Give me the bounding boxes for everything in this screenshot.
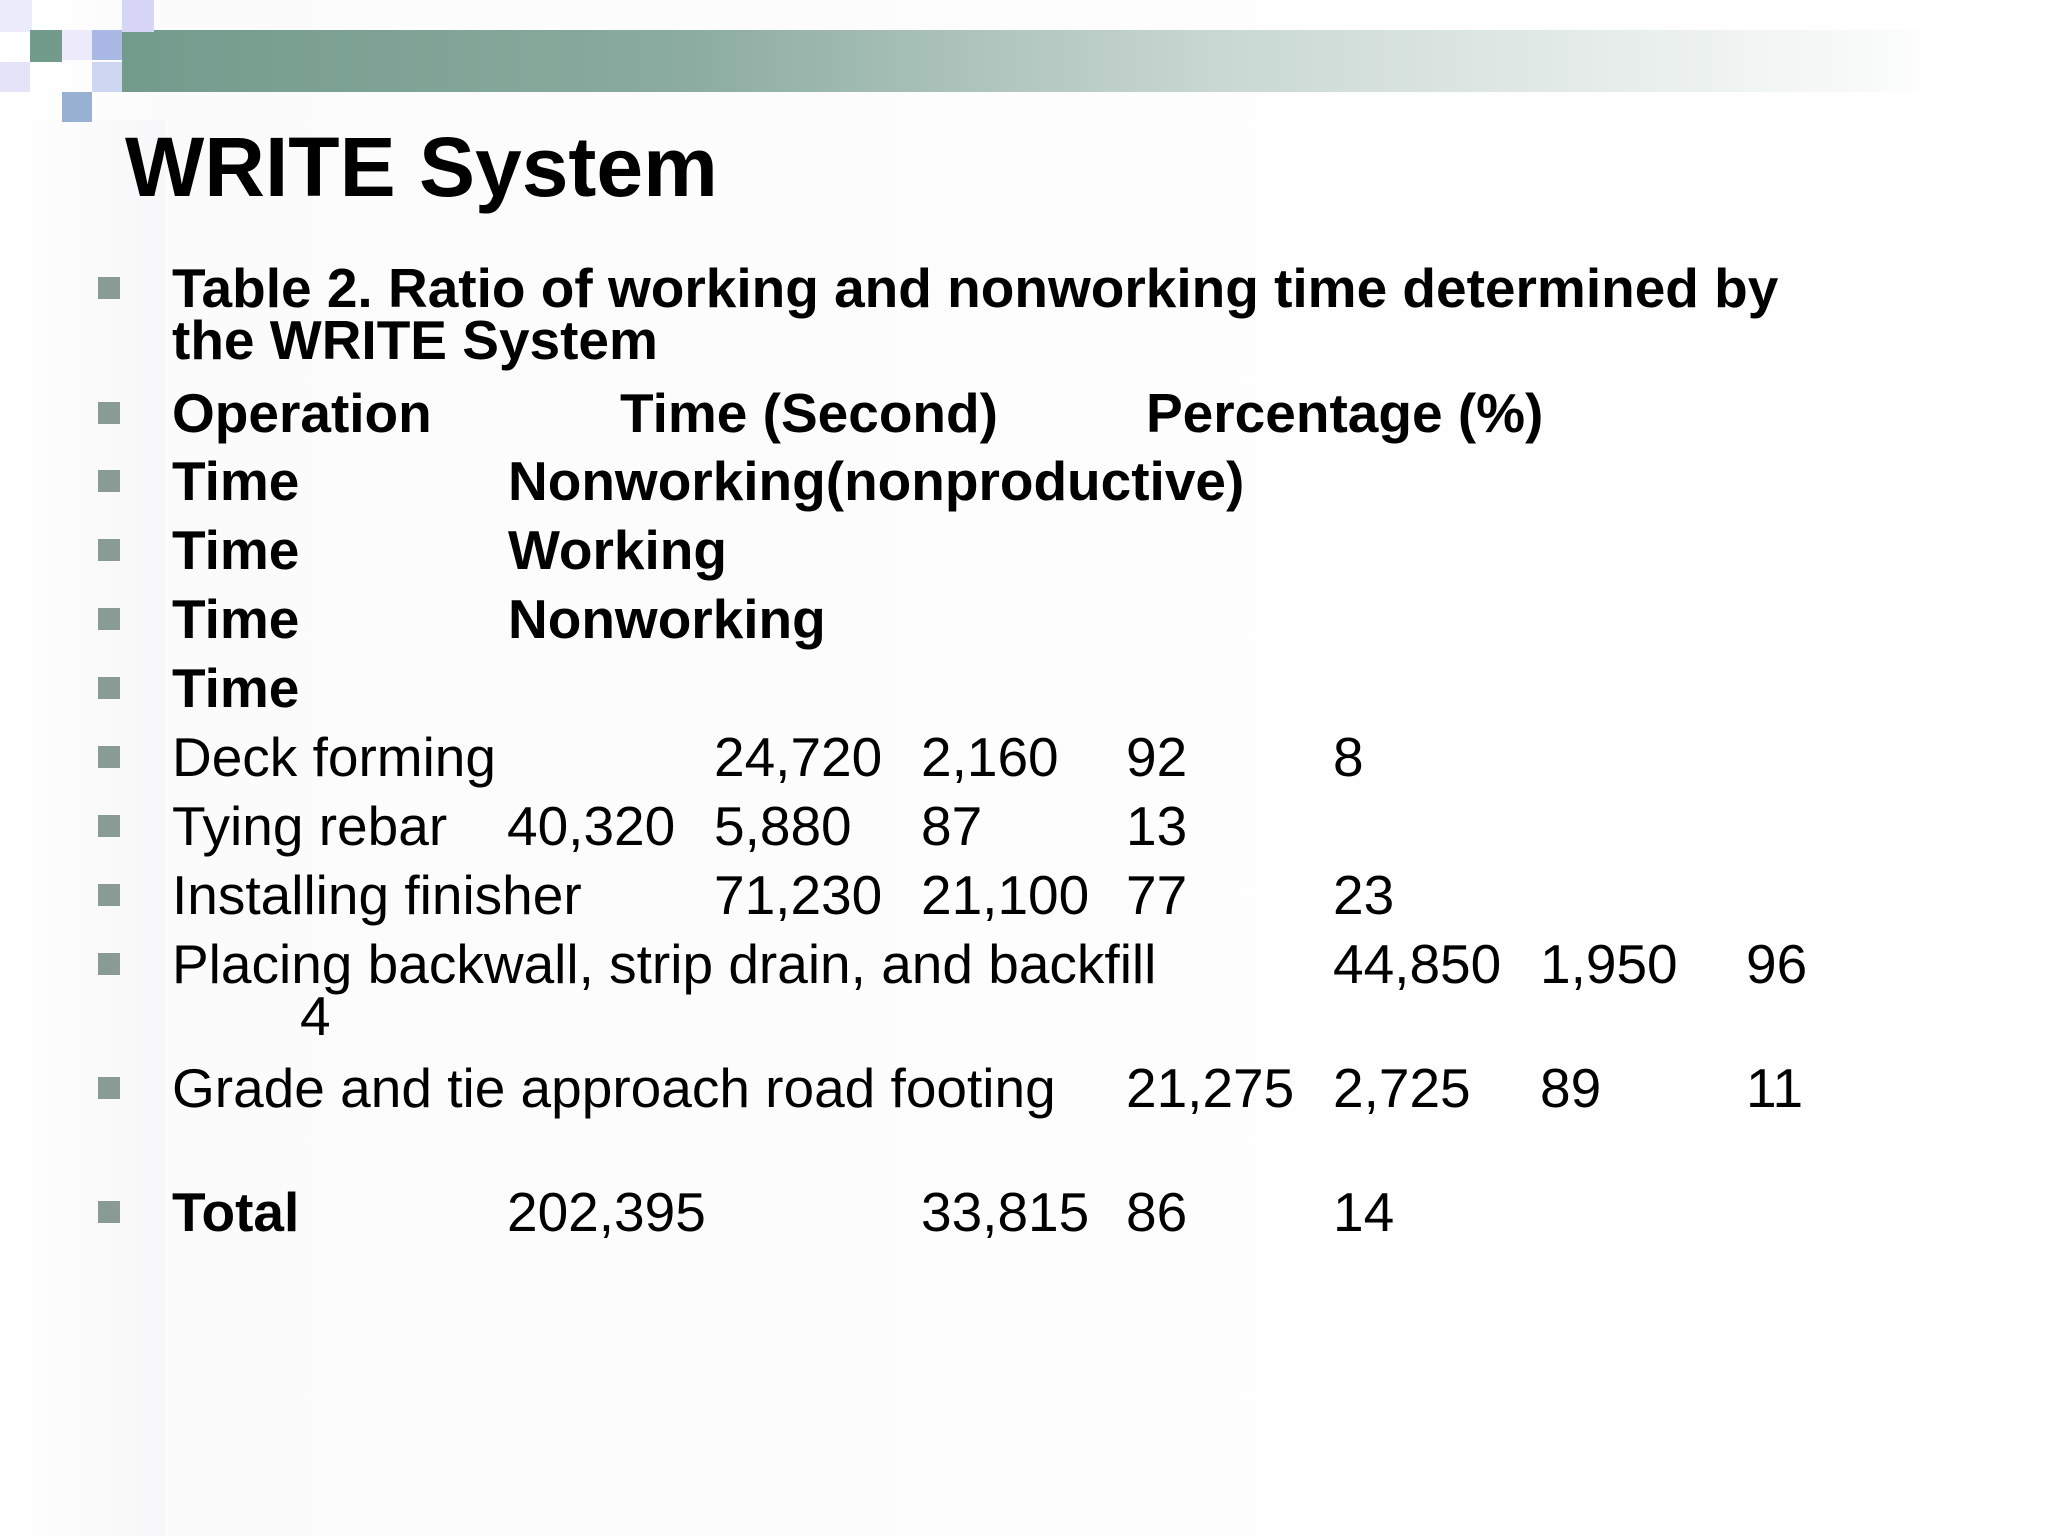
nonworking-percent: 8	[1333, 726, 1364, 788]
bullet-square-icon	[98, 539, 120, 561]
list-item	[0, 586, 2048, 652]
header-time: Time (Second)	[620, 382, 998, 444]
bullet-square-icon	[98, 402, 120, 424]
nonworking-percent: 11	[1746, 1057, 1804, 1119]
working-time: 202,395	[507, 1181, 706, 1243]
caption-line-2: the WRITE System	[172, 309, 658, 371]
table-row	[0, 793, 2048, 859]
operation-name: Deck forming	[172, 726, 496, 788]
working-time: 21,275	[1126, 1057, 1295, 1119]
nonworking-time: 5,880	[714, 795, 852, 857]
operation-name: Grade and tie approach road footing	[172, 1057, 1056, 1119]
working-percent: 92	[1126, 726, 1188, 788]
bullet-square-icon	[98, 470, 120, 492]
nonworking-percent: 23	[1333, 864, 1395, 926]
working-percent: 89	[1540, 1057, 1602, 1119]
nonworking-time: 2,725	[1333, 1057, 1471, 1119]
bullet-square-icon	[98, 608, 120, 630]
bullet-square-icon	[98, 677, 120, 699]
time-value: Nonworking(nonproductive)	[508, 450, 1245, 512]
working-percent: 77	[1126, 864, 1188, 926]
time-value: Nonworking	[508, 588, 826, 650]
working-time: 40,320	[507, 795, 676, 857]
header-operation: Operation	[172, 382, 432, 444]
bullet-square-icon	[98, 1201, 120, 1223]
list-item	[0, 380, 2048, 446]
operation-name: Placing backwall, strip drain, and backfill	[172, 933, 1157, 995]
working-percent: 96	[1746, 933, 1808, 995]
nonworking-time: 2,160	[921, 726, 1059, 788]
operation-name: Tying rebar	[172, 795, 448, 857]
nonworking-percent: 14	[1333, 1181, 1395, 1243]
table-row	[0, 724, 2048, 790]
time-label: Time	[172, 657, 300, 719]
working-time: 71,230	[714, 864, 883, 926]
time-label: Time	[172, 519, 300, 581]
bullet-square-icon	[98, 815, 120, 837]
nonworking-time: 1,950	[1540, 933, 1678, 995]
nonworking-time: 21,100	[921, 864, 1090, 926]
table-row	[0, 862, 2048, 928]
working-percent: 86	[1126, 1181, 1188, 1243]
bullet-square-icon	[98, 884, 120, 906]
list-item	[0, 448, 2048, 514]
table-row	[0, 1055, 2048, 1121]
bullet-square-icon	[98, 1077, 120, 1099]
bullet-square-icon	[98, 277, 120, 299]
table-row	[0, 931, 2048, 1047]
working-time: 24,720	[714, 726, 883, 788]
operation-name: Installing finisher	[172, 864, 582, 926]
time-label: Time	[172, 450, 300, 512]
working-time: 44,850	[1333, 933, 1502, 995]
header-percentage: Percentage (%)	[1146, 382, 1544, 444]
bullet-square-icon	[98, 746, 120, 768]
caption-line-1: Table 2. Ratio of working and nonworking time determined by	[172, 257, 1779, 319]
table-row	[0, 1179, 2048, 1245]
list-item	[0, 517, 2048, 583]
time-value: Working	[508, 519, 727, 581]
nonworking-percent: 13	[1126, 795, 1188, 857]
slide-title: WRITE System	[125, 120, 718, 214]
nonworking-percent: 4	[300, 985, 331, 1047]
operation-name: Total	[172, 1181, 300, 1243]
time-label: Time	[172, 588, 300, 650]
nonworking-time: 33,815	[921, 1181, 1090, 1243]
bullet-square-icon	[98, 953, 120, 975]
list-item	[0, 655, 2048, 721]
working-percent: 87	[921, 795, 983, 857]
list-item	[0, 255, 2048, 371]
